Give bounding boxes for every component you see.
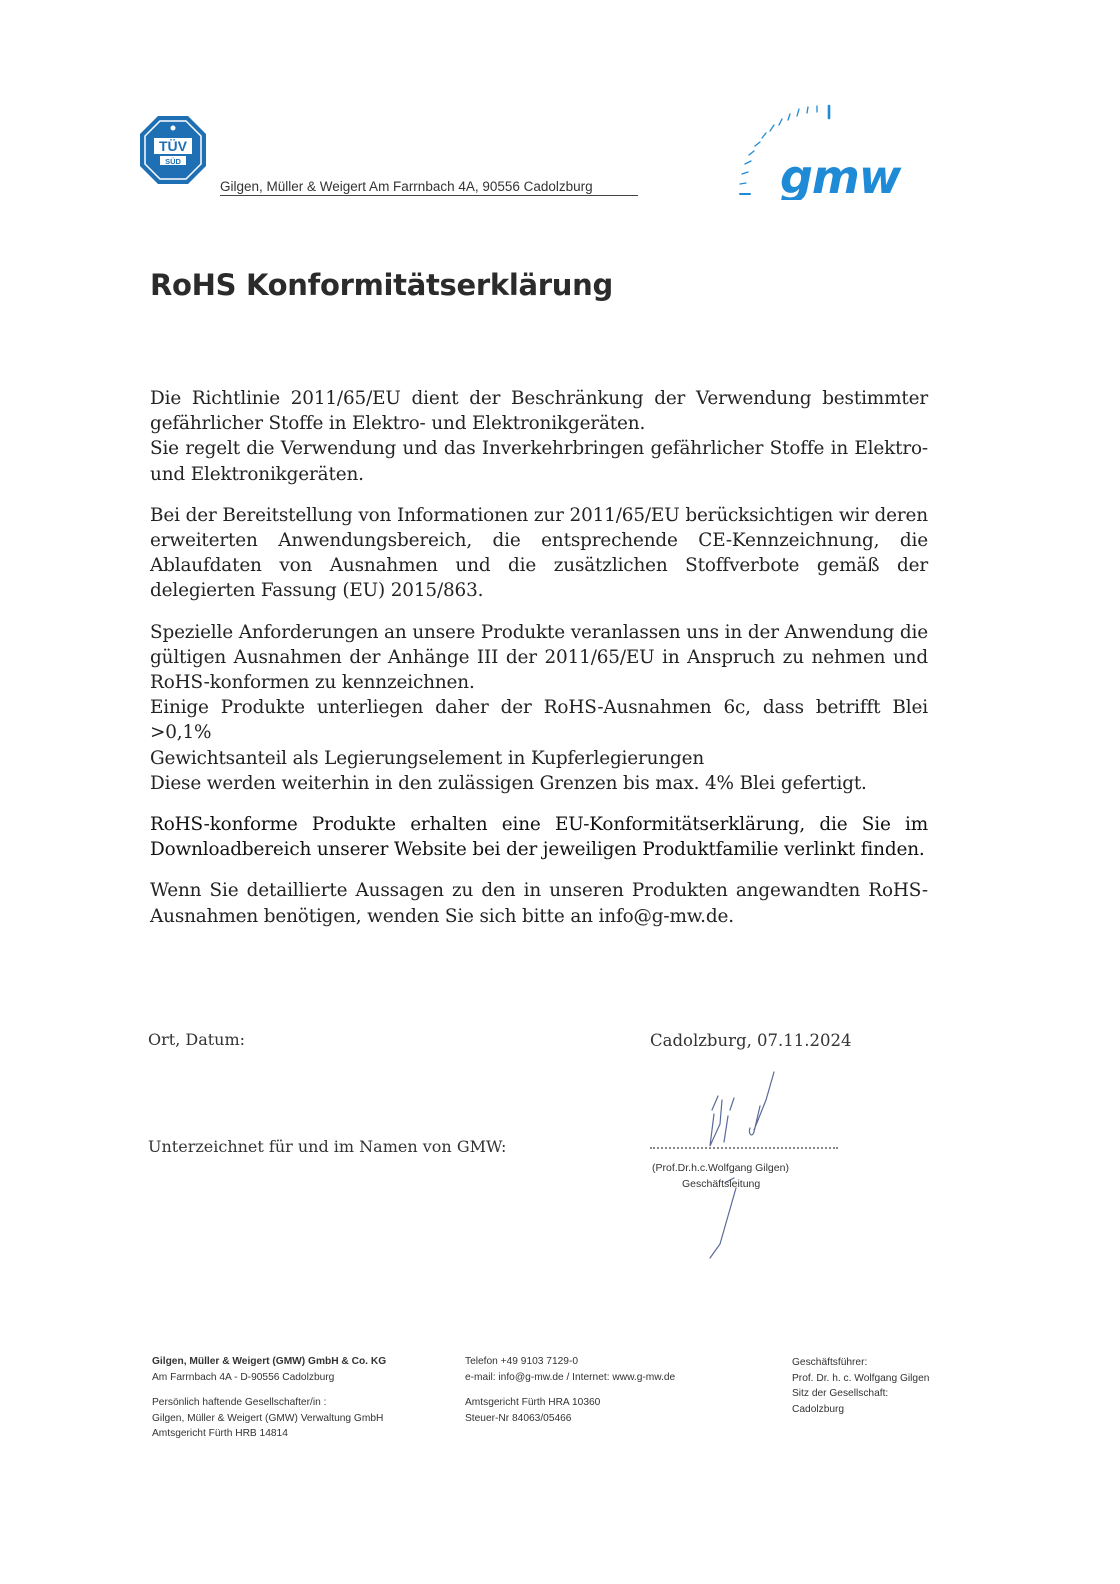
footer-contact-column <box>465 1354 675 1426</box>
text-line: gültigen Ausnahmen der Anhänge III der 2011/65/EU in Anspruch zu nehmen und <box>150 646 928 668</box>
text-line: Bei der Bereitstellung von Informationen zur 2011/65/EU berücksichtigen wir deren <box>150 504 928 526</box>
gmw-gauge-icon <box>734 100 934 200</box>
svg-text:gmw: gmw <box>780 150 901 200</box>
footer-register: Amtsgericht Fürth HRA 10360 <box>465 1397 601 1408</box>
footer-md-name: Prof. Dr. h. c. Wolfgang Gilgen <box>792 1372 930 1384</box>
paragraph-declaration <box>150 812 928 862</box>
footer-company-address: Am Farrnbach 4A - D-90556 Cadolzburg <box>152 1371 335 1383</box>
text-line: delegierten Fassung (EU) 2015/863. <box>150 580 484 602</box>
text-line: RoHS-konforme Produkte erhalten eine EU-Konformitätserklärung, die Sie im <box>150 814 928 836</box>
footer-company-name: Gilgen, Müller & Weigert (GMW) GmbH & Co. KG <box>152 1356 387 1367</box>
footer-partner-register: Amtsgericht Fürth HRB 14814 <box>152 1428 288 1439</box>
text-line: Ausnahmen benötigen, wenden Sie sich bitte an info@g-mw.de. <box>150 905 734 927</box>
footer-partner-name: Gilgen, Müller & Weigert (GMW) Verwaltung GmbH <box>152 1412 384 1424</box>
page-title: RoHS Konformitätserklärung <box>150 268 613 302</box>
company-address-line: Gilgen, Müller & Weigert Am Farrnbach 4A, 90556 Cadolzburg <box>220 179 638 196</box>
signer-role: Geschäftsleitung <box>682 1178 761 1190</box>
signature-line <box>650 1145 838 1149</box>
text-line: Sie regelt die Verwendung und das Inverkehrbringen gefährlicher Stoffe in Elektro- <box>150 438 928 460</box>
signer-name: (Prof.Dr.h.c.Wolfgang Gilgen) <box>652 1162 789 1174</box>
text-line: Die Richtlinie 2011/65/EU dient der Beschränkung der Verwendung bestimmter <box>150 388 928 409</box>
footer-phone: Telefon +49 9103 7129-0 <box>465 1356 579 1367</box>
paragraph-directive <box>150 386 928 487</box>
gmw-logo <box>734 100 934 200</box>
footer-web: e-mail: info@g-mw.de / Internet: www.g-mw.de <box>465 1371 676 1383</box>
paragraph-scope <box>150 503 928 604</box>
text-line: und Elektronikgeräten. <box>150 463 364 485</box>
text-line: Downloadbereich unserer Website bei der jeweiligen Produktfamilie verlinkt finden. <box>150 839 925 861</box>
tuv-sub-text: SÜD <box>165 157 181 166</box>
footer-company-column <box>152 1354 386 1442</box>
footer-management-column <box>792 1355 929 1417</box>
text-line: Gewichtsanteil als Legierungselement in Kupferlegierungen <box>150 747 705 769</box>
signed-on-behalf-label: Unterzeichnet für und im Namen von GMW: <box>148 1137 507 1156</box>
footer-seat: Cadolzburg <box>792 1403 845 1415</box>
text-line: Einige Produkte unterliegen daher der RoHS-Ausnahmen 6c, dass betrifft Blei >0,1% <box>150 697 928 744</box>
place-date-value: Cadolzburg, 07.11.2024 <box>650 1031 852 1050</box>
tuv-sud-logo <box>138 114 208 186</box>
footer-seat-label: Sitz der Gesellschaft: <box>792 1388 889 1399</box>
text-line: Wenn Sie detaillierte Aussagen zu den in unseren Produkten angewandten RoHS- <box>150 880 928 902</box>
signer-block <box>652 1160 842 1192</box>
text-line: gefährlicher Stoffe in Elektro- und Elektronikgeräten. <box>150 413 646 435</box>
footer-md-label: Geschäftsführer: <box>792 1357 868 1368</box>
paragraph-contact <box>150 878 928 928</box>
tuv-brand-text: TÜV <box>159 138 187 154</box>
place-date-label: Ort, Datum: <box>148 1030 246 1049</box>
document-body <box>150 386 928 945</box>
text-line: Spezielle Anforderungen an unsere Produkte veranlassen uns in der Anwendung die <box>150 621 928 643</box>
text-line: Ablaufdaten von Ausnahmen und die zusätzlichen Stoffverbote gemäß der <box>150 555 928 577</box>
text-line: Diese werden weiterhin in den zulässigen Grenzen bis max. 4% Blei gefertigt. <box>150 772 867 794</box>
text-line: RoHS-konformen zu kennzeichnen. <box>150 672 475 694</box>
paragraph-exemptions <box>150 620 928 796</box>
footer-partner-label: Persönlich haftende Gesellschafter/in : <box>152 1397 327 1408</box>
footer-tax-number: Steuer-Nr 84063/05466 <box>465 1412 572 1424</box>
text-line: erweiterten Anwendungsbereich, die entsprechende CE-Kennzeichnung, die <box>150 530 928 552</box>
